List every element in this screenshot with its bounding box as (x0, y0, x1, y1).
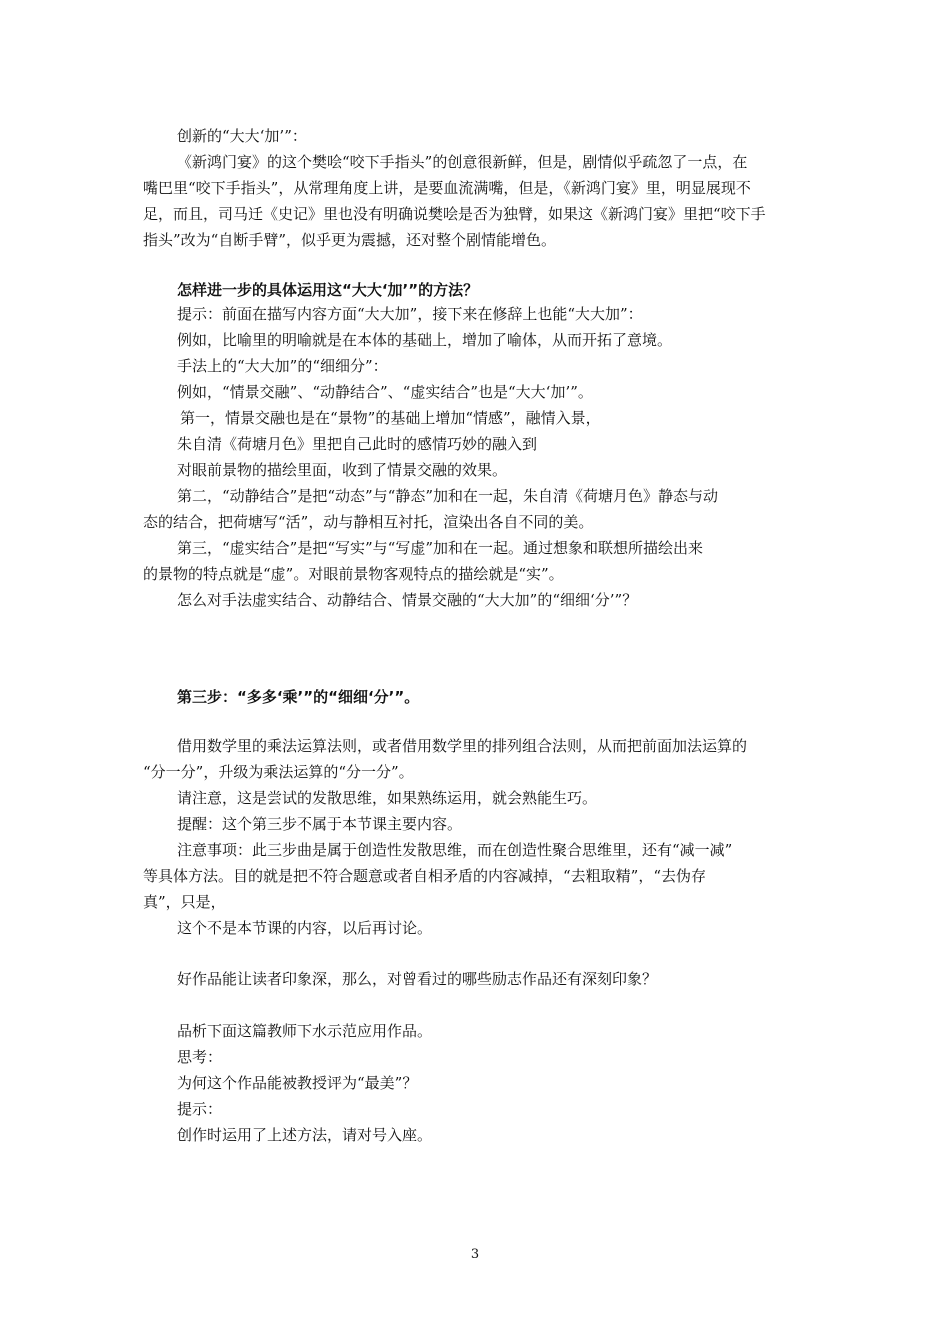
text-line: 为何这个作品能被教授评为“最美”？ (177, 1074, 418, 1092)
text-line: 指头”改为“自断手臂”，似乎更为震撼，还对整个剧情能增色。 (143, 231, 557, 249)
text-line: 第三，“虚实结合”是把“写实”与“写虚”加和在一起。通过想象和联想所描绘出来 (177, 539, 704, 557)
text-line: 例如，比喻里的明喻就是在本体的基础上，增加了喻体，从而开拓了意境。 (177, 331, 673, 349)
text-line: 对眼前景物的描绘里面，收到了情景交融的效果。 (177, 461, 508, 479)
text-line: “分一分”，升级为乘法运算的“分一分”。 (143, 763, 414, 781)
text-line: 提醒：这个第三步不属于本节课主要内容。 (177, 815, 463, 833)
text-line: 好作品能让读者印象深，那么，对曾看过的哪些励志作品还有深刻印象？ (177, 970, 658, 988)
text-line: 品析下面这篇教师下水示范应用作品。 (177, 1022, 433, 1040)
text-line: 思考： (177, 1048, 223, 1066)
text-line: 请注意，这是尝试的发散思维，如果熟练运用，就会熟能生巧。 (177, 789, 598, 807)
text-line: 怎么对手法虚实结合、动静结合、情景交融的“大大加”的“细细‘分’”？ (177, 591, 638, 609)
text-line: 创作时运用了上述方法，请对号入座。 (177, 1126, 433, 1144)
text-line: 等具体方法。目的就是把不符合题意或者自相矛盾的内容减掉，“去粗取精”，“去伪存 (143, 867, 707, 885)
text-line: 创新的“大大‘加’”： (177, 127, 307, 145)
text-line: 足，而且，司马迁《史记》里也没有明确说樊哙是否为独臂，如果这《新鸿门宴》里把“咬下手 (143, 205, 766, 223)
text-line: 嘴巴里“咬下手指头”，从常理角度上讲，是要血流满嘴，但是，《新鸿门宴》里，明显展现不 (143, 179, 751, 197)
text-line: 注意事项：此三步曲是属于创造性发散思维，而在创造性聚合思维里，还有“减一减” (177, 841, 733, 859)
section-heading: 第三步：“多多‘乘’”的“细细‘分’”。 (177, 688, 420, 706)
text-line: 态的结合，把荷塘写“活”，动与静相互衬托，渲染出各自不同的美。 (143, 513, 594, 531)
page-number: 3 (470, 1247, 480, 1262)
section-heading: 怎样进一步的具体运用这“大大‘加’”的方法？ (177, 281, 479, 299)
text-line: 这个不是本节课的内容，以后再讨论。 (177, 919, 433, 937)
text-line: 提示： (177, 1100, 223, 1118)
text-line: 例如，“情景交融”、“动静结合”、“虚实结合”也是“大大‘加’”。 (177, 383, 593, 401)
text-line: 真”，只是， (143, 893, 226, 911)
text-line: 借用数学里的乘法运算法则，或者借用数学里的排列组合法则，从而把前面加法运算的 (177, 737, 748, 755)
text-line: 的景物的特点就是“虚”。对眼前景物客观特点的描绘就是“实”。 (143, 565, 564, 583)
text-line: 手法上的“大大加”的“细细分”： (177, 357, 388, 375)
text-line: 第二，“动静结合”是把“动态”与“静态”加和在一起，朱自清《荷塘月色》静态与动 (177, 487, 719, 505)
text-line: 《新鸿门宴》的这个樊哙“咬下手指头”的创意很新鲜，但是，剧情似乎疏忽了一点，在 (177, 153, 748, 171)
text-line: 第一，情景交融也是在“景物”的基础上增加“情感”，融情入景， (180, 409, 601, 427)
text-line: 提示：前面在描写内容方面“大大加”，接下来在修辞上也能“大大加”： (177, 305, 643, 323)
text-line: 朱自清《荷塘月色》里把自己此时的感情巧妙的融入到 (177, 435, 538, 453)
